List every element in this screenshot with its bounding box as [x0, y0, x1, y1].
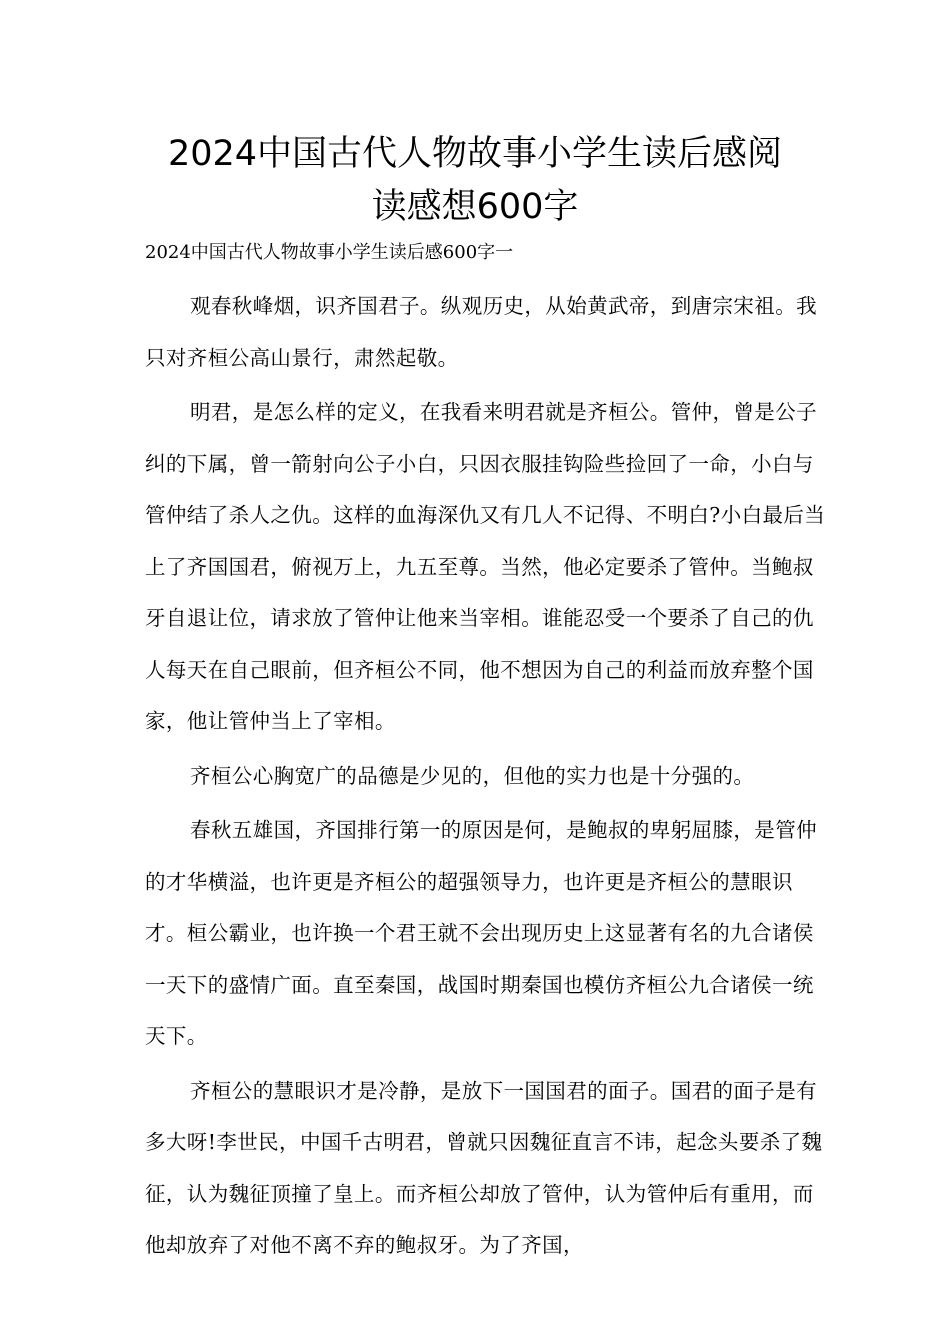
document-body — [145, 281, 827, 1272]
document-title — [60, 128, 890, 234]
paragraph-3: 齐桓公心胸宽广的品德是少见的，但他的实力也是十分强的。 — [190, 763, 755, 788]
paragraph-5: 齐桓公的慧眼识才是冷静，是放下一国国君的面子。国君的面子是有多大呀!李世民，中国千古明君，曾就只因魏征直言不讳，起念头要杀了魏征，认为魏征顶撞了皇上。而齐桓公却放了管仲，认为管仲后有重用，而他却放弃了对他不离不弃的鲍叔牙。为了齐国， — [145, 1078, 823, 1257]
title-line-1: 2024中国古代人物故事小学生读后感阅 — [167, 134, 783, 174]
document-subtitle: 2024中国古代人物故事小学生读后感600字一 — [145, 242, 514, 263]
paragraph-2: 明君，是怎么样的定义，在我看来明君就是齐桓公。管仲，曾是公子纠的下属，曾一箭射向公子小白，只因衣服挂钩险些捡回了一命，小白与管仲结了杀人之仇。这样的血海深仇又有几人不记得、不明白?小白最后当上了齐国国君，俯视万上，九五至尊。当然，他必定要杀了管仲。当鲍叔牙自退让位，请求放了管仲让他来当宰相。谁能忍受一个要杀了自己的仇人每天在自己眼前，但齐桓公不同，他不想因为自己的利益而放弃整个国家，他让管仲当上了宰相。 — [145, 400, 826, 733]
title-line-2: 读感想600字 — [371, 187, 579, 227]
paragraph-4: 春秋五雄国，齐国排行第一的原因是何，是鲍叔的卑躬屈膝，是管仲的才华横溢，也许更是齐桓公的超强领导力，也许更是齐桓公的慧眼识才。桓公霸业，也许换一个君王就不会出现历史上这显著有名的九合诸侯一天下的盛情广面。直至秦国，战国时期秦国也模仿齐桓公九合诸侯一统天下。 — [145, 818, 817, 1048]
paragraph-1: 观春秋峰烟，识齐国君子。纵观历史，从始黄武帝，到唐宗宋祖。我只对齐桓公高山景行，肃然起敬。 — [145, 294, 817, 370]
